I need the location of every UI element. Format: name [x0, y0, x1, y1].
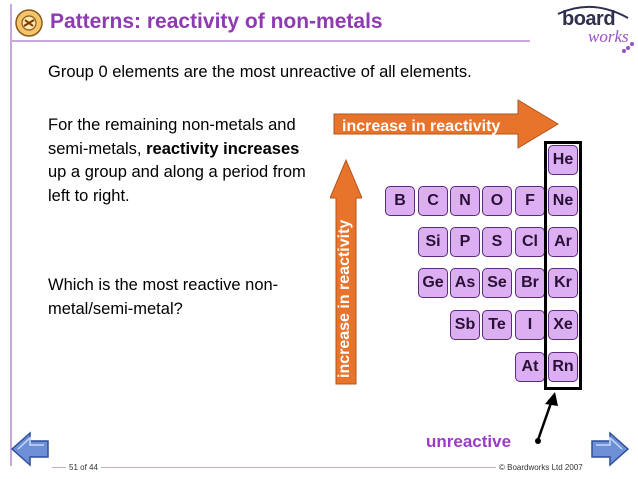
element-s[interactable]: S — [482, 227, 512, 257]
element-te[interactable]: Te — [482, 310, 512, 340]
element-si[interactable]: Si — [418, 227, 448, 257]
page-number: 51 of 44 — [66, 463, 101, 472]
element-o[interactable]: O — [482, 186, 512, 216]
element-b[interactable]: B — [385, 186, 415, 216]
copyright-text: © Boardworks Ltd 2007 — [496, 463, 586, 472]
element-br[interactable]: Br — [515, 268, 545, 298]
element-i[interactable]: I — [515, 310, 545, 340]
back-arrow-icon[interactable] — [10, 431, 50, 467]
element-f[interactable]: F — [515, 186, 545, 216]
element-ne[interactable]: Ne — [548, 186, 578, 216]
element-as[interactable]: As — [450, 268, 480, 298]
intro-text: Group 0 elements are the most unreactive of all elements. — [48, 63, 472, 81]
element-p[interactable]: P — [450, 227, 480, 257]
element-c[interactable]: C — [418, 186, 448, 216]
element-at[interactable]: At — [515, 352, 545, 382]
element-sb[interactable]: Sb — [450, 310, 480, 340]
page-title: Patterns: reactivity of non-metals — [50, 10, 383, 33]
element-ge[interactable]: Ge — [418, 268, 448, 298]
element-n[interactable]: N — [450, 186, 480, 216]
next-arrow-icon[interactable] — [588, 431, 630, 467]
vertical-arrow-label: increase in reactivity — [336, 219, 353, 378]
element-kr[interactable]: Kr — [548, 268, 578, 298]
element-rn[interactable]: Rn — [548, 352, 578, 382]
reactivity-paragraph: For the remaining non-metals and semi-metals, reactivity increases up a group and along a period from left to right. — [48, 116, 306, 205]
boardworks-logo: board works — [552, 4, 634, 54]
unreactive-label: unreactive — [426, 432, 512, 451]
element-se[interactable]: Se — [482, 268, 512, 298]
element-he[interactable]: He — [548, 145, 578, 175]
element-xe[interactable]: Xe — [548, 310, 578, 340]
element-ar[interactable]: Ar — [548, 227, 578, 257]
horizontal-arrow-label: increase in reactivity — [342, 118, 501, 135]
question-text: Which is the most reactive non-metal/semi-metal? — [48, 276, 279, 318]
element-cl[interactable]: Cl — [515, 227, 545, 257]
